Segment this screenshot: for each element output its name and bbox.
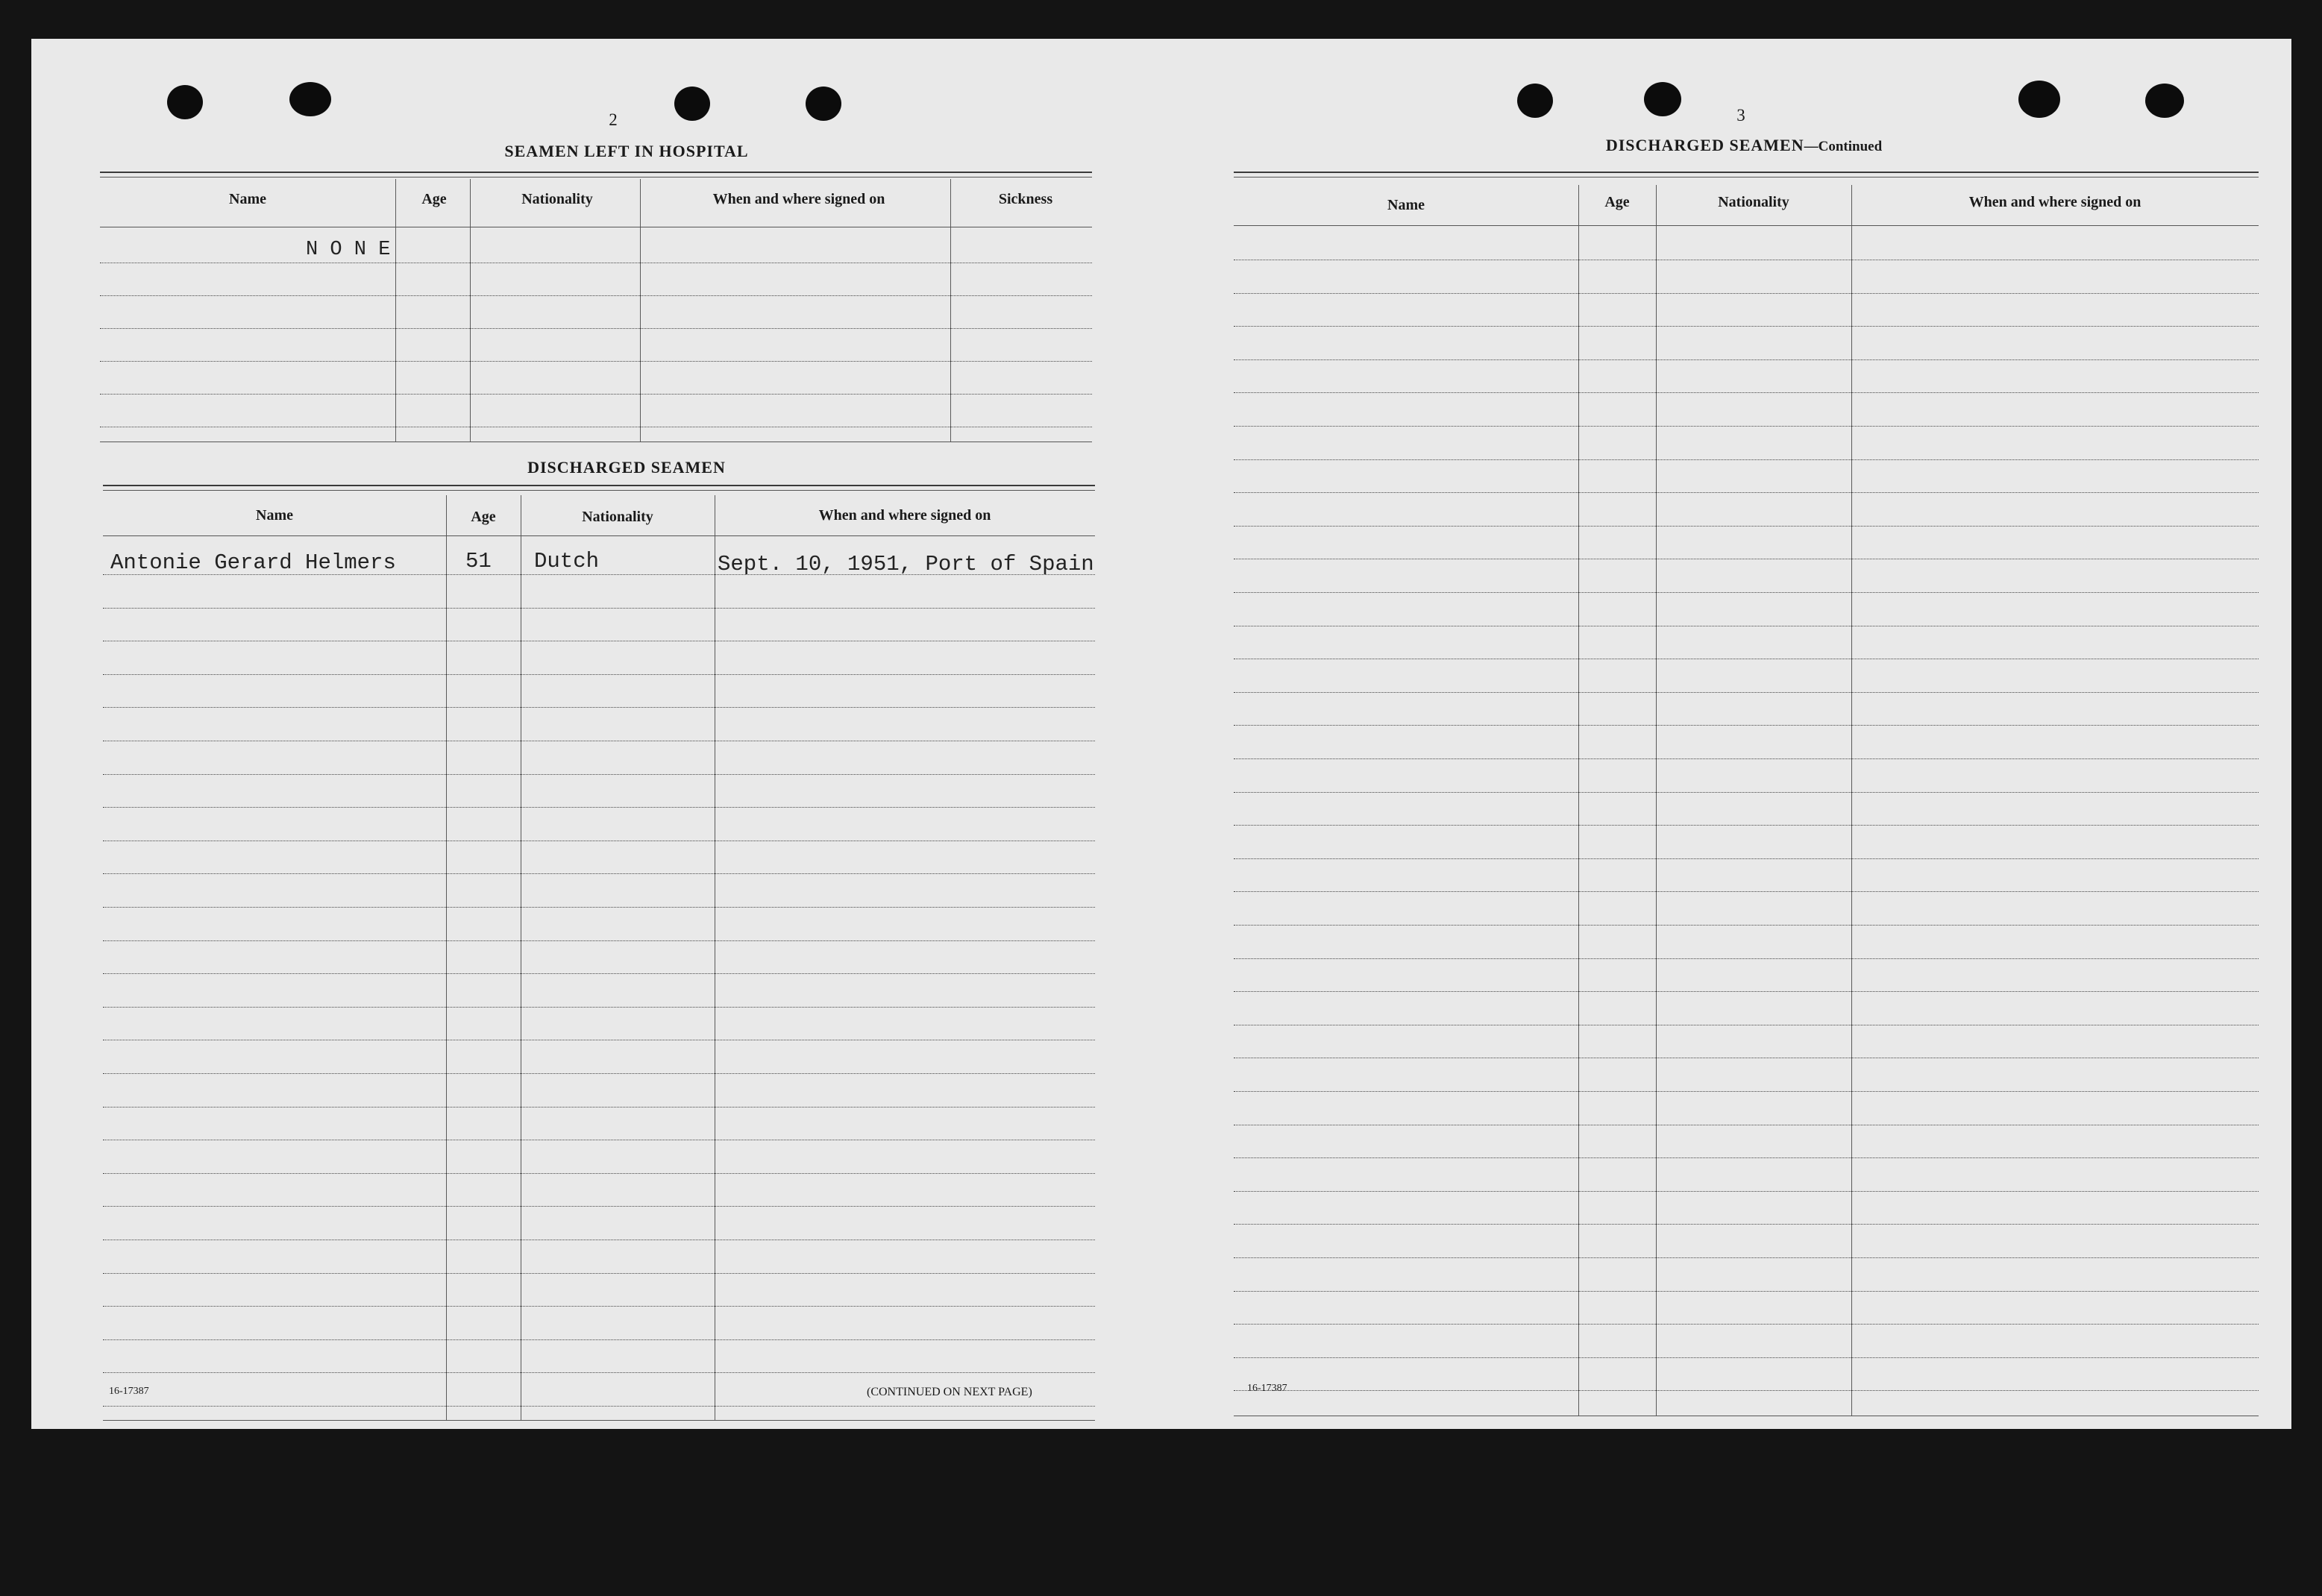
row-line — [103, 1406, 1095, 1407]
row-line — [103, 807, 1095, 808]
row-line — [103, 1273, 1095, 1274]
page-number: 2 — [609, 110, 618, 129]
row-line — [100, 328, 1092, 329]
column-divider — [470, 179, 471, 442]
row-line — [103, 674, 1095, 675]
seaman-age: 51 — [465, 549, 492, 574]
row-line — [1234, 1390, 2259, 1391]
row-line — [103, 940, 1095, 941]
row-line — [1234, 891, 2259, 892]
row-line — [1234, 825, 2259, 826]
table-bottom-rule — [103, 1420, 1095, 1421]
column-divider — [640, 179, 641, 442]
column-divider — [395, 179, 396, 442]
row-line — [1234, 1357, 2259, 1358]
row-line — [1234, 526, 2259, 527]
row-line — [1234, 1291, 2259, 1292]
row-line — [1234, 725, 2259, 726]
hospital-top-rule — [100, 172, 1092, 173]
col-header-name: Name — [229, 191, 266, 207]
punch-hole — [1517, 84, 1553, 118]
col-header-nationality: Nationality — [582, 509, 653, 525]
discharged-continued-title — [1490, 136, 1998, 155]
col-header-nationality: Nationality — [1718, 194, 1789, 210]
row-line — [1234, 1257, 2259, 1258]
row-line — [103, 873, 1095, 874]
title-text: DISCHARGED SEAMEN — [1605, 136, 1804, 154]
row-line — [1234, 1324, 2259, 1325]
row-line — [1234, 459, 2259, 460]
row-line — [1234, 958, 2259, 959]
col-header-signed-on: When and where signed on — [818, 507, 991, 524]
col-header-age: Age — [1604, 194, 1630, 210]
form-sheet — [31, 39, 2291, 1429]
row-line — [103, 1372, 1095, 1373]
title-suffix: —Continued — [1804, 139, 1883, 154]
col-header-name: Name — [256, 507, 293, 524]
hospital-entry-none: N O N E — [306, 239, 391, 261]
continued-note: (CONTINUED ON NEXT PAGE) — [867, 1386, 1032, 1398]
discharged-top-rule — [103, 485, 1095, 486]
row-line — [100, 295, 1092, 296]
right-top-rule — [1234, 172, 2259, 173]
row-line — [103, 1306, 1095, 1307]
column-divider — [950, 179, 951, 442]
seaman-name: Antonie Gerard Helmers — [110, 550, 396, 575]
punch-hole — [1644, 82, 1681, 116]
row-line — [1234, 326, 2259, 327]
row-line — [1234, 692, 2259, 693]
punch-hole — [2145, 84, 2184, 118]
row-line — [103, 1073, 1095, 1074]
form-code: 16-17387 — [109, 1386, 149, 1397]
row-line — [1234, 858, 2259, 859]
punch-hole — [2018, 81, 2060, 118]
column-divider — [446, 495, 447, 1420]
form-code: 16-17387 — [1247, 1383, 1287, 1394]
column-divider — [1578, 185, 1579, 1416]
row-line — [103, 907, 1095, 908]
row-line — [1234, 1224, 2259, 1225]
col-header-age: Age — [471, 509, 496, 525]
col-header-nationality: Nationality — [521, 191, 593, 207]
discharged-section-title: DISCHARGED SEAMEN — [527, 458, 726, 477]
row-line — [1234, 1191, 2259, 1192]
row-line — [1234, 293, 2259, 294]
header-underline — [1234, 225, 2259, 226]
column-divider — [1851, 185, 1852, 1416]
row-line — [1234, 492, 2259, 493]
row-line — [103, 1339, 1095, 1340]
seaman-signed-on: Sept. 10, 1951, Port of Spain — [718, 552, 1094, 576]
col-header-signed-on: When and where signed on — [1968, 194, 2141, 210]
row-line — [1234, 1091, 2259, 1092]
row-line — [1234, 426, 2259, 427]
row-line — [1234, 792, 2259, 793]
col-header-sickness: Sickness — [998, 191, 1053, 207]
header-underline — [103, 535, 1095, 536]
row-line — [103, 1107, 1095, 1108]
page-number: 3 — [1736, 106, 1745, 125]
row-line — [103, 1173, 1095, 1174]
row-line — [100, 361, 1092, 362]
row-line — [103, 774, 1095, 775]
row-line — [103, 608, 1095, 609]
col-header-signed-on: When and where signed on — [712, 191, 885, 207]
row-line — [103, 1206, 1095, 1207]
row-line — [1234, 991, 2259, 992]
row-line — [1234, 925, 2259, 926]
row-line — [1234, 1157, 2259, 1158]
row-line — [1234, 758, 2259, 759]
col-header-name: Name — [1387, 197, 1425, 213]
punch-hole — [289, 82, 331, 116]
column-divider — [1656, 185, 1657, 1416]
row-line — [103, 1007, 1095, 1008]
col-header-age: Age — [421, 191, 447, 207]
punch-hole — [806, 87, 841, 121]
row-line — [1234, 592, 2259, 593]
punch-hole — [167, 85, 203, 119]
hospital-section-title: SEAMEN LEFT IN HOSPITAL — [504, 142, 749, 160]
row-line — [100, 394, 1092, 395]
row-line — [1234, 359, 2259, 360]
row-line — [103, 707, 1095, 708]
seaman-nationality: Dutch — [534, 549, 600, 574]
row-line — [1234, 392, 2259, 393]
punch-hole — [674, 87, 710, 121]
row-line — [103, 973, 1095, 974]
row-line — [103, 574, 1095, 575]
